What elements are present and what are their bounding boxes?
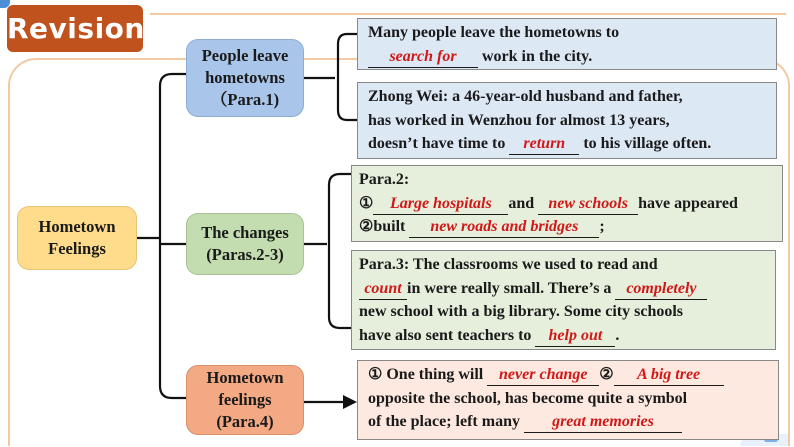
page-title: Revision	[7, 5, 143, 52]
text-line	[368, 410, 768, 434]
text-line: new school with a big library. Some city schools	[359, 303, 684, 320]
branch-label: The changes	[201, 223, 289, 242]
text-line: Zhong Wei: a 46-year-old husband and father,	[368, 88, 683, 105]
answer-blank	[614, 365, 724, 386]
text-fragment: to his village often.	[583, 135, 712, 152]
answer-text: completely	[626, 279, 697, 297]
root-label-line2: Feelings	[48, 239, 106, 258]
text-line	[368, 45, 766, 69]
text-line: Many people leave the hometowns to	[368, 24, 620, 41]
answer-text: help out	[548, 326, 603, 344]
answer-blank	[535, 326, 615, 347]
answer-text: never change	[499, 366, 588, 383]
text-line	[359, 215, 772, 239]
detail-box-para2	[351, 165, 783, 242]
text-line: opposite the school, has become quite a symbol	[368, 389, 688, 407]
detail-box-para4	[357, 360, 779, 440]
text-fragment: in were really small. There’s a	[407, 279, 612, 297]
answer-text: count	[364, 279, 402, 297]
circled-number: ②	[599, 366, 614, 383]
answer-text: search for	[389, 47, 457, 65]
circled-number: ①	[368, 366, 383, 383]
answer-blank	[615, 279, 707, 300]
answer-blank	[359, 279, 407, 300]
detail-box-zhong-wei	[357, 82, 777, 159]
text-fragment: have appeared	[638, 194, 738, 212]
answer-blank	[509, 134, 579, 155]
branch-label: (Para.4)	[216, 412, 274, 431]
text-fragment: .	[615, 326, 620, 344]
answer-text: return	[523, 135, 566, 152]
circled-number: ①	[359, 194, 374, 212]
text-fragment: built	[373, 218, 406, 235]
text-fragment: and	[508, 194, 535, 212]
text-line	[359, 324, 765, 348]
text-line: Para.2:	[359, 171, 410, 188]
answer-text: Large hospitals	[389, 194, 492, 212]
answer-blank	[487, 365, 599, 386]
branch-node-changes	[186, 213, 304, 275]
root-node-hometown-feelings	[17, 206, 137, 270]
answer-blank	[373, 194, 508, 215]
detail-box-para3	[351, 250, 776, 350]
detail-box-para1-intro	[357, 18, 777, 70]
text-fragment: One thing will	[386, 366, 484, 383]
branch-node-hometown-feelings	[186, 365, 304, 435]
text-fragment: have also sent teachers to	[359, 326, 532, 344]
text-fragment: ;	[599, 218, 605, 235]
answer-text: new roads and bridges	[430, 218, 579, 235]
answer-blank	[368, 47, 478, 68]
answer-text: great memories	[552, 413, 654, 430]
text-fragment: doesn’t have time to	[368, 135, 506, 152]
branch-label: feelings	[218, 390, 272, 409]
text-line: Para.3: The classrooms we used to read and	[359, 256, 658, 273]
branch-label: （Para.1)	[210, 90, 280, 109]
text-fragment: work in the city.	[482, 47, 593, 65]
circled-number: ②	[359, 218, 374, 235]
answer-blank	[409, 217, 599, 238]
answer-blank	[524, 412, 682, 433]
text-line	[359, 192, 772, 216]
branch-label: (Paras.2-3)	[206, 245, 284, 264]
root-label-line1: Hometown	[38, 217, 116, 236]
text-line	[368, 363, 768, 387]
branch-node-people-leave	[186, 39, 304, 117]
text-line	[359, 277, 765, 301]
branch-label: Hometown	[206, 368, 284, 387]
branch-label: People leave	[201, 46, 289, 65]
answer-blank	[538, 194, 638, 215]
text-line	[368, 132, 766, 156]
answer-text: A big tree	[637, 366, 701, 383]
text-line: has worked in Wenzhou for almost 13 years,	[368, 111, 670, 129]
branch-label: hometowns	[205, 68, 285, 87]
answer-text: new schools	[548, 194, 628, 212]
text-fragment: of the place; left many	[368, 413, 520, 430]
